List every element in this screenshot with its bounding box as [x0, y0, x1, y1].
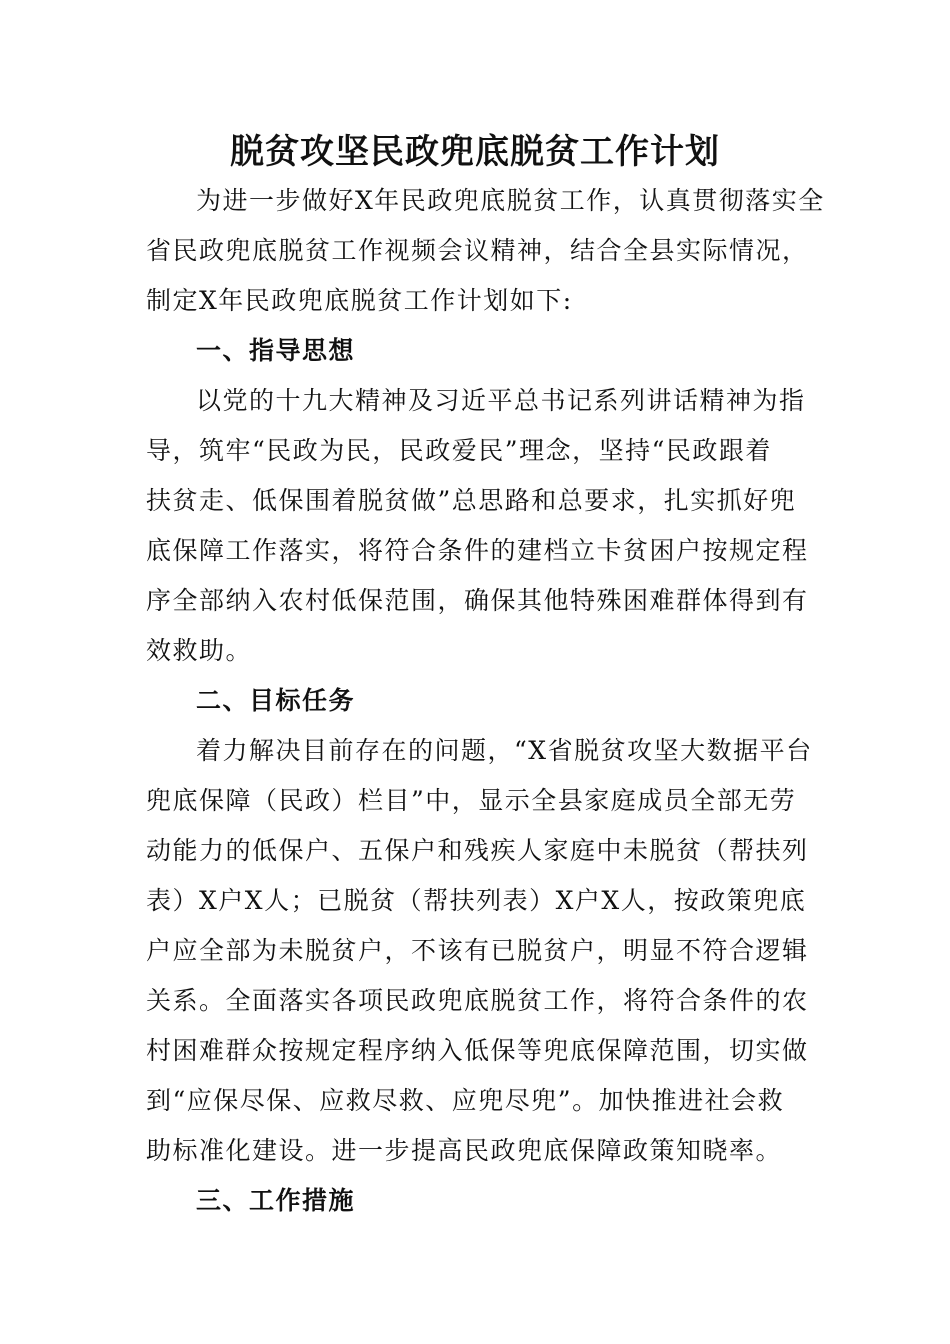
paragraph-line: 以党的十九大精神及习近平总书记系列讲话精神为指 — [196, 386, 806, 415]
paragraph-line: 表）X户X人；已脱贫（帮扶列表）X户X人，按政策兜底 — [146, 886, 807, 915]
paragraph-line: 村困难群众按规定程序纳入低保等兜底保障范围，切实做 — [146, 1036, 809, 1065]
paragraph-line: 制定X年民政兜底脱贫工作计划如下: — [146, 286, 573, 315]
paragraph-line: 导，筑牢“民政为民，民政爱民”理念，坚持“民政跟着 — [146, 436, 772, 465]
paragraph-line: 底保障工作落实，将符合条件的建档立卡贫困户按规定程 — [146, 536, 809, 565]
paragraph-line: 效救助。 — [146, 636, 253, 665]
paragraph-line: 兜底保障（民政）栏目”中，显示全县家庭成员全部无劳 — [146, 786, 797, 815]
section-heading-goals-tasks: 二、目标任务 — [196, 686, 356, 715]
paragraph-line: 序全部纳入农村低保范围，确保其他特殊困难群体得到有 — [146, 586, 809, 615]
section-heading-work-measures: 三、工作措施 — [196, 1186, 356, 1215]
paragraph-line: 为进一步做好X年民政兜底脱贫工作，认真贯彻落实全 — [196, 186, 825, 215]
paragraph-line: 关系。全面落实各项民政兜底脱贫工作，将符合条件的农 — [146, 986, 809, 1015]
paragraph-line: 户应全部为未脱贫户，不该有已脱贫户，明显不符合逻辑 — [146, 936, 809, 965]
paragraph-line: 到“应保尽保、应救尽救、应兜尽兜”。加快推进社会救 — [146, 1086, 785, 1115]
document-title: 脱贫攻坚民政兜底脱贫工作计划 — [230, 132, 720, 172]
paragraph-line: 助标准化建设。进一步提高民政兜底保障政策知晓率。 — [146, 1136, 783, 1165]
section-heading-guiding-ideology: 一、指导思想 — [196, 336, 356, 365]
paragraph-line: 扶贫走、低保围着脱贫做”总思路和总要求，扎实抓好兜 — [146, 486, 797, 515]
paragraph-line: 着力解决目前存在的问题，“X省脱贫攻坚大数据平台 — [196, 736, 813, 765]
paragraph-line: 省民政兜底脱贫工作视频会议精神，结合全县实际情况， — [146, 236, 809, 265]
paragraph-line: 动能力的低保户、五保户和残疾人家庭中未脱贫（帮扶列 — [146, 836, 809, 865]
document-body — [146, 176, 825, 1226]
